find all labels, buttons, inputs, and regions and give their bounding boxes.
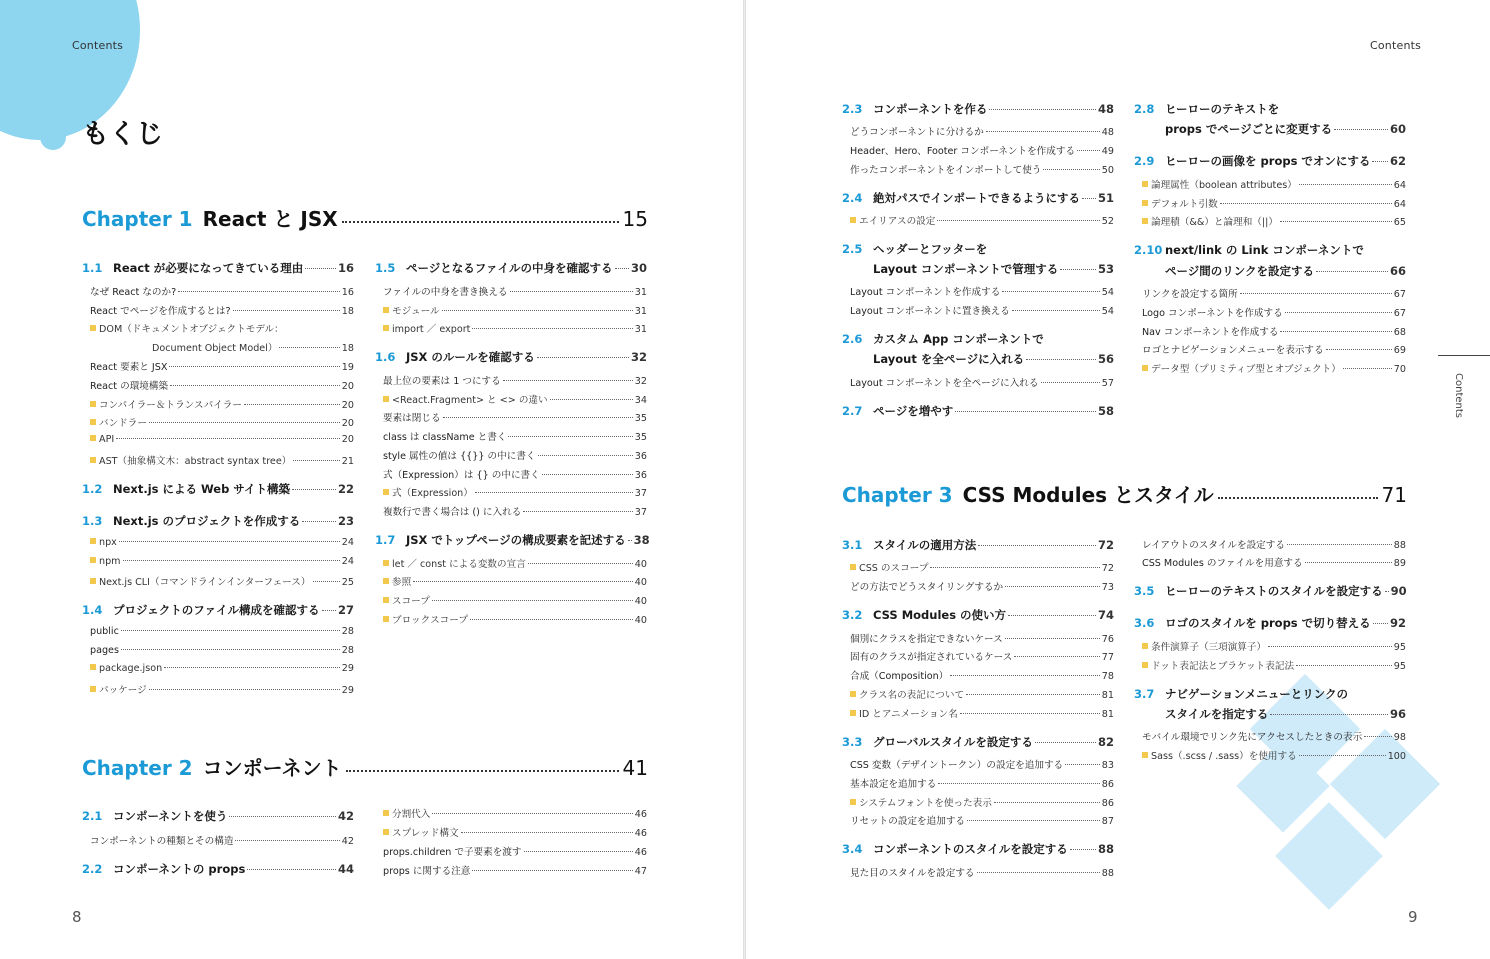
toc-column-3 xyxy=(842,0,1114,959)
page-title: もくじ xyxy=(82,119,163,150)
chapter-title: React と JSX xyxy=(202,207,338,231)
toc-entry: モバイル環境でリンク先にアクセスしたときの表示 98 xyxy=(1142,732,1406,743)
toc-section: 2.5 ヘッダーとフッターを xyxy=(842,242,988,256)
toc-entry: npx 24 xyxy=(82,537,354,548)
toc-entry: 複数行で書く場合は () に入れる 37 xyxy=(383,507,647,518)
toc-entry: リセットの設定を追加する 87 xyxy=(850,816,1114,827)
toc-entry: package.json 29 xyxy=(82,663,354,674)
toc-section: props でページごとに変更する 60 xyxy=(1165,122,1406,136)
chapter-title: コンポーネント xyxy=(202,756,342,780)
toc-section: 3.4 コンポーネントのスタイルを設定する 88 xyxy=(842,842,1114,856)
toc-column-3 xyxy=(82,0,354,959)
toc-entry: ドット表記法とブラケット表記法 95 xyxy=(1134,658,1406,672)
toc-entry: 参照 40 xyxy=(375,574,647,588)
toc-entry: 見た目のスタイルを設定する 88 xyxy=(850,868,1114,879)
toc-section: 3.7 ナビゲーションメニューとリンクの xyxy=(1134,687,1348,701)
toc-section: 2.10 next/link の Link コンポーネントで xyxy=(1134,243,1364,257)
toc-entry: スプレッド構文 46 xyxy=(375,825,647,839)
toc-entry: デフォルト引数 64 xyxy=(1134,196,1406,210)
toc-entry: Nav コンポーネントを作成する 68 xyxy=(1142,327,1406,338)
toc-entry: DOM（ドキュメントオブジェクトモデル： xyxy=(82,321,354,335)
toc-section: スタイルを指定する 96 xyxy=(1165,707,1406,721)
toc-entry: Layout コンポーネントを作成する 54 xyxy=(850,287,1114,298)
chapter-page: 71 xyxy=(1381,483,1407,507)
toc-section: 1.5 ページとなるファイルの中身を確認する 30 xyxy=(375,261,647,275)
toc-section: 2.6 カスタム App コンポーネントで xyxy=(842,332,1044,346)
chapter-label: Chapter 1 xyxy=(82,207,193,231)
running-header: Contents xyxy=(72,39,124,52)
toc-entry: React 要素と JSX 19 xyxy=(90,362,354,373)
toc-entry: リンクを設定する箇所 67 xyxy=(1142,289,1406,300)
toc-entry: class は className と書く 35 xyxy=(383,432,647,443)
toc-entry: import ／ export 31 xyxy=(375,321,647,335)
toc-section: 2.9 ヒーローの画像を props でオンにする 62 xyxy=(1134,154,1406,168)
toc-entry: レイアウトのスタイルを設定する 88 xyxy=(1142,540,1406,551)
side-tab-rule xyxy=(1438,355,1490,356)
toc-section: 1.6 JSX のルールを確認する 32 xyxy=(375,350,647,364)
toc-entry: パッケージ 29 xyxy=(82,682,354,696)
toc-entry: クラス名の表記について 81 xyxy=(842,687,1114,701)
toc-section: 1.2 Next.js による Web サイト構築 22 xyxy=(82,482,354,496)
toc-column-4 xyxy=(1134,0,1406,959)
toc-entry: Layout コンポーネントに置き換える 54 xyxy=(850,306,1114,317)
toc-entry: npm 24 xyxy=(82,556,354,567)
toc-entry: Document Object Model） 18 xyxy=(152,343,354,354)
toc-section: 2.8 ヒーローのテキストを xyxy=(1134,102,1280,116)
chapter-title: CSS Modules とスタイル xyxy=(962,483,1214,507)
toc-section: 2.1 コンポーネントを使う 42 xyxy=(82,809,354,823)
toc-section: ページ間のリンクを設定する 66 xyxy=(1165,264,1406,278)
toc-entry: <React.Fragment> と <> の違い 34 xyxy=(375,392,647,406)
toc-entry: バンドラー 20 xyxy=(82,415,354,429)
toc-section: 1.7 JSX でトップページの構成要素を記述する 38 xyxy=(375,533,650,547)
toc-entry: CSS 変数（デザイントークン）の設定を追加する 83 xyxy=(850,760,1114,771)
toc-entry: 作ったコンポーネントをインポートして使う 50 xyxy=(850,165,1114,176)
toc-entry: let ／ const による変数の宣言 40 xyxy=(375,556,647,570)
toc-entry: コンパイラー＆トランスパイラー 20 xyxy=(82,397,354,411)
toc-entry: pages 28 xyxy=(90,645,354,656)
toc-section: 1.4 プロジェクトのファイル構成を確認する 27 xyxy=(82,603,354,617)
toc-entry: React の環境構築 20 xyxy=(90,381,354,392)
toc-section: 2.3 コンポーネントを作る 48 xyxy=(842,102,1114,116)
toc-entry: スコープ 40 xyxy=(375,593,647,607)
toc-entry: 論理積（&&）と論理和（||） 65 xyxy=(1134,214,1406,228)
toc-entry: 論理属性（boolean attributes） 64 xyxy=(1134,177,1406,191)
toc-section: 1.3 Next.js のプロジェクトを作成する 23 xyxy=(82,514,354,528)
toc-section: 3.3 グローバルスタイルを設定する 82 xyxy=(842,735,1114,749)
toc-entry: public 28 xyxy=(90,626,354,637)
toc-entry: 条件演算子（三項演算子） 95 xyxy=(1134,639,1406,653)
right-page xyxy=(746,0,1490,959)
toc-section: 3.6 ロゴのスタイルを props で切り替える 92 xyxy=(1134,616,1406,630)
toc-entry: ブロックスコープ 40 xyxy=(375,612,647,626)
toc-entry: ファイルの中身を書き換える 31 xyxy=(383,287,647,298)
toc-entry: 式（Expression）は {} の中に書く 36 xyxy=(383,470,647,481)
toc-entry: Logo コンポーネントを作成する 67 xyxy=(1142,308,1406,319)
toc-entry: React でページを作成するとは? 18 xyxy=(90,306,354,317)
toc-entry: エイリアスの設定 52 xyxy=(842,213,1114,227)
toc-entry: 合成（Composition） 78 xyxy=(850,671,1114,682)
decorative-circle-small xyxy=(40,124,66,150)
toc-entry: props.children で子要素を渡す 46 xyxy=(383,847,647,858)
toc-entry: API 20 xyxy=(82,434,354,445)
toc-section: 3.2 CSS Modules の使い方 74 xyxy=(842,608,1114,622)
toc-entry: 個別にクラスを指定できないケース 76 xyxy=(850,634,1114,645)
toc-entry: なぜ React なのか? 16 xyxy=(90,287,354,298)
toc-column-4 xyxy=(375,0,650,959)
toc-section: 3.1 スタイルの適用方法 72 xyxy=(842,538,1114,552)
page-number: 8 xyxy=(72,908,82,926)
toc-entry: Layout コンポーネントを全ページに入れる 57 xyxy=(850,378,1114,389)
chapter-label: Chapter 3 xyxy=(842,483,953,507)
toc-entry: Header、Hero、Footer コンポーネントを作成する 49 xyxy=(850,146,1114,157)
toc-section: 1.1 React が必要になってきている理由 16 xyxy=(82,261,354,275)
toc-entry: props に関する注意 47 xyxy=(383,866,647,877)
toc-entry: AST（抽象構文木：abstract syntax tree） 21 xyxy=(82,453,354,467)
toc-entry: CSS のスコープ 72 xyxy=(842,560,1114,574)
left-page xyxy=(0,0,743,959)
toc-section: 2.7 ページを増やす 58 xyxy=(842,404,1114,418)
toc-entry: 式（Expression） 37 xyxy=(375,485,647,499)
toc-entry: データ型（プリミティブ型とオブジェクト） 70 xyxy=(1134,361,1406,375)
toc-entry: コンポーネントの種類とその構造 42 xyxy=(90,836,354,847)
toc-section: Layout コンポーネントで管理する 53 xyxy=(873,262,1114,276)
toc-entry: 基本設定を追加する 86 xyxy=(850,779,1114,790)
running-header: Contents xyxy=(1370,39,1422,52)
toc-entry: 要素は閉じる 35 xyxy=(383,413,647,424)
toc-entry: style 属性の値は {{}} の中に書く 36 xyxy=(383,451,647,462)
toc-entry: ロゴとナビゲーションメニューを表示する 69 xyxy=(1142,345,1406,356)
side-tab-label: Contents xyxy=(1453,373,1464,418)
toc-entry: どうコンポーネントに分けるか 48 xyxy=(850,127,1114,138)
toc-entry: どの方法でどうスタイリングするか 73 xyxy=(850,582,1114,593)
toc-entry: 分割代入 46 xyxy=(375,806,647,820)
toc-section: 3.5 ヒーローのテキストのスタイルを設定する 90 xyxy=(1134,584,1407,598)
toc-section: 2.2 コンポーネントの props 44 xyxy=(82,862,354,876)
toc-entry: Sass（.scss / .sass）を使用する 100 xyxy=(1134,748,1406,762)
page-number: 9 xyxy=(1408,908,1418,926)
toc-entry: Next.js CLI（コマンドラインインターフェース） 25 xyxy=(82,574,354,588)
toc-entry: システムフォントを使った表示 86 xyxy=(842,795,1114,809)
toc-entry: 最上位の要素は 1 つにする 32 xyxy=(383,376,647,387)
toc-entry: ID とアニメーション名 81 xyxy=(842,706,1114,720)
toc-entry: モジュール 31 xyxy=(375,303,647,317)
toc-entry: CSS Modules のファイルを用意する 89 xyxy=(1142,558,1406,569)
chapter-page: 41 xyxy=(622,756,648,780)
chapter-page: 15 xyxy=(622,207,648,231)
chapter-label: Chapter 2 xyxy=(82,756,193,780)
toc-section: Layout を全ページに入れる 56 xyxy=(873,352,1114,366)
toc-section: 2.4 絶対パスでインポートできるようにする 51 xyxy=(842,191,1114,205)
toc-entry: 固有のクラスが指定されているケース 77 xyxy=(850,652,1114,663)
